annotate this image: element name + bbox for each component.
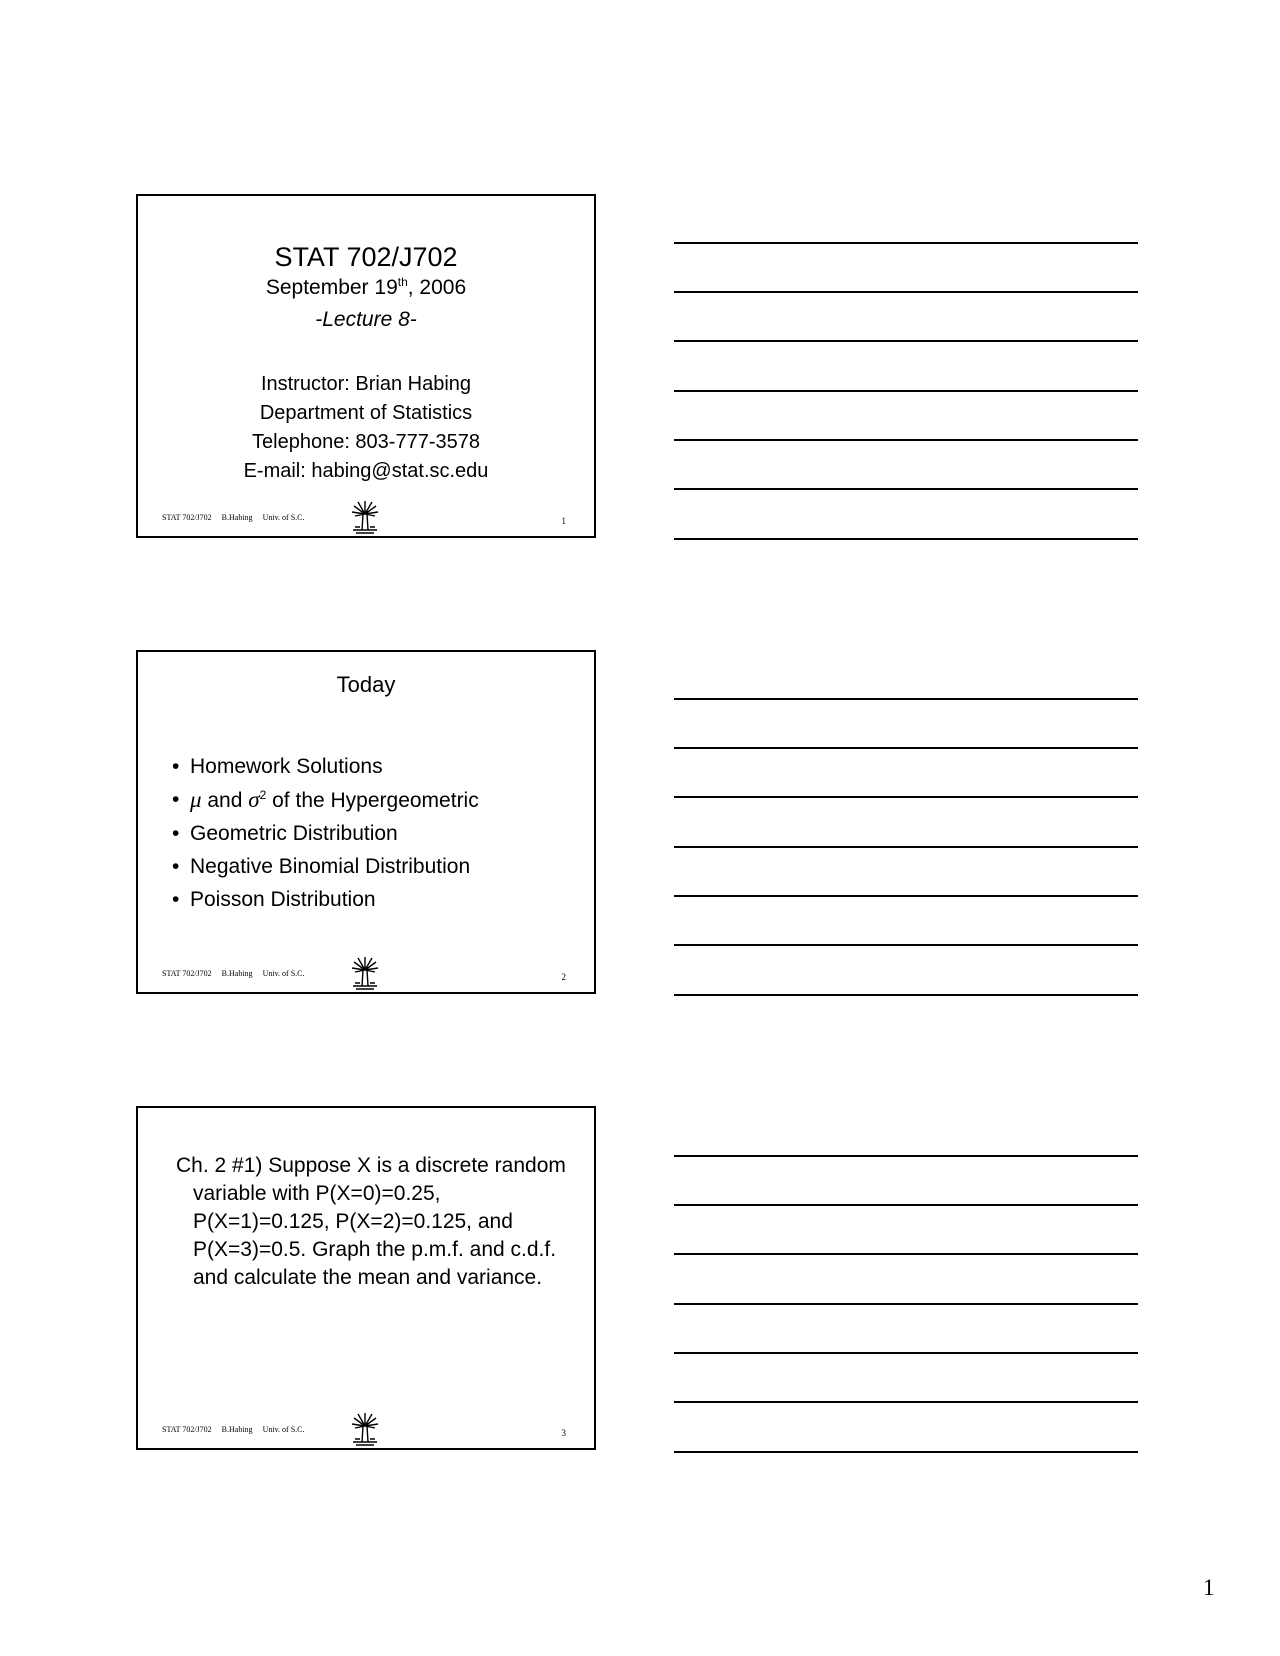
course-title: STAT 702/J702: [274, 242, 458, 272]
note-line: [674, 439, 1138, 441]
note-line: [674, 1401, 1138, 1403]
note-line: [674, 895, 1138, 897]
note-line: [674, 242, 1138, 244]
note-line: [674, 1451, 1138, 1453]
note-line: [674, 944, 1138, 946]
note-line: [674, 747, 1138, 749]
slide-3: [136, 1106, 596, 1450]
note-line: [674, 1352, 1138, 1354]
slide-number: 2: [561, 972, 566, 982]
slide-2: [136, 650, 596, 994]
department: Department of Statistics: [259, 402, 473, 424]
email: E-mail: habing@stat.sc.edu: [243, 460, 489, 482]
note-line: [674, 994, 1138, 996]
list-item: • Homework Solutions: [172, 750, 479, 783]
note-line: [674, 488, 1138, 490]
palmetto-tree-icon: [350, 500, 380, 534]
note-line: [674, 340, 1138, 342]
slide-footer: STAT 702/J702 B.Habing Univ. of S.C.: [162, 513, 305, 522]
page-number: 1: [1203, 1575, 1215, 1600]
palmetto-tree-icon: [350, 956, 380, 990]
note-line: [674, 1253, 1138, 1255]
lecture-number: -Lecture 8-: [315, 308, 417, 331]
telephone: Telephone: 803-777-3578: [252, 431, 480, 453]
note-line: [674, 846, 1138, 848]
list-item-greek: • μ and $\sigma^2$ of the Hypergeometric: [172, 783, 479, 817]
list-item: • Geometric Distribution: [172, 817, 479, 850]
instructor-info: [138, 370, 594, 486]
problem-text: Ch. 2 #1) Suppose X is a discrete random variable with P(X=0)=0.25, P(X=1)=0.125, P(X=2)=0.125, and P(X=3)=0.5. Graph the p.m.f. and c.d.f. and calculate the mean and variance.: [176, 1154, 566, 1289]
note-line: [674, 698, 1138, 700]
note-line: [674, 1204, 1138, 1206]
topic-list: [172, 750, 479, 916]
note-line: [674, 1155, 1138, 1157]
slide-footer: STAT 702/J702 B.Habing Univ. of S.C.: [162, 969, 305, 978]
note-line: [674, 390, 1138, 392]
note-line: [674, 291, 1138, 293]
note-line: [674, 796, 1138, 798]
list-item: • Negative Binomial Distribution: [172, 850, 479, 883]
slide-number: 3: [561, 1428, 566, 1438]
instructor-name: Instructor: Brian Habing: [260, 373, 472, 395]
slide-title: Today: [336, 672, 396, 697]
lecture-date: September 19th, 2006: [265, 275, 467, 299]
slide-footer: STAT 702/J702 B.Habing Univ. of S.C.: [162, 1425, 305, 1434]
list-item: • Poisson Distribution: [172, 883, 479, 916]
slide-number: 1: [561, 516, 566, 526]
note-line: [674, 538, 1138, 540]
note-line: [674, 1303, 1138, 1305]
slide-1: [136, 194, 596, 538]
palmetto-tree-icon: [350, 1412, 380, 1446]
